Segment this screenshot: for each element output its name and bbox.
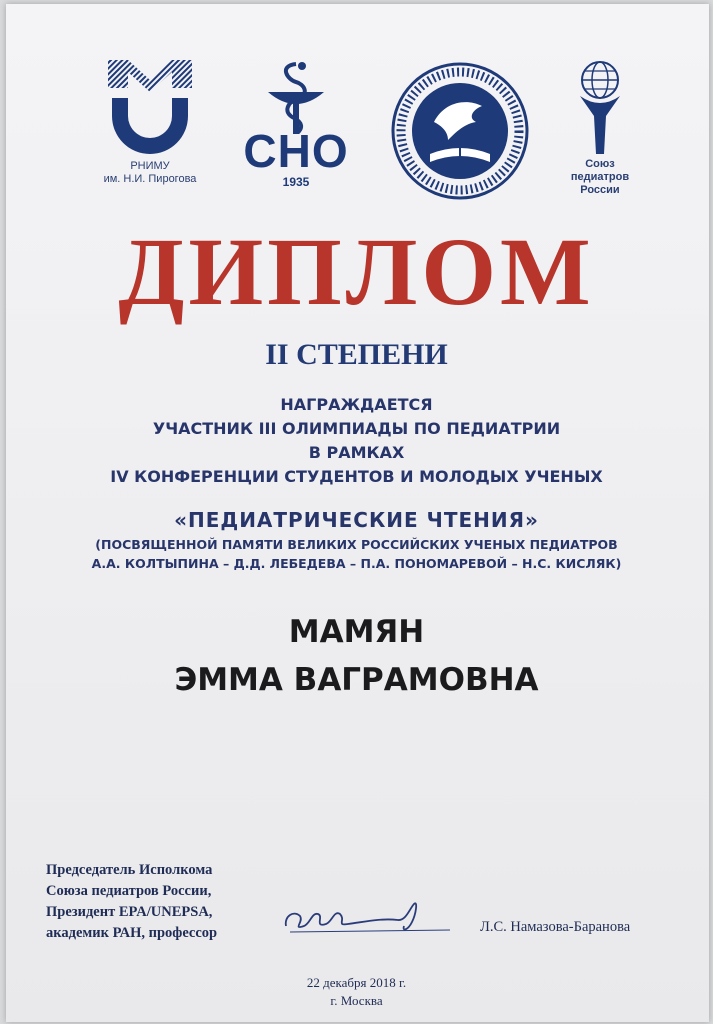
signatory-line-3: Президент EPA/UNEPSA, bbox=[46, 904, 213, 920]
dedication-line-1: (ПОСВЯЩЕННОЙ ПАМЯТИ ВЕЛИКИХ РОССИЙСКИХ УЧЕНЫХ ПЕДИАТРОВ bbox=[95, 537, 618, 552]
participant-line: УЧАСТНИК III ОЛИМПИАДЫ ПО ПЕДИАТРИИ bbox=[152, 419, 561, 438]
globe-figure-icon bbox=[576, 60, 624, 156]
bowl-of-hygieia-icon bbox=[258, 58, 334, 134]
recipient-surname: МАМЯН bbox=[288, 614, 425, 650]
signatory-title bbox=[46, 860, 217, 944]
diploma-degree: II СТЕПЕНИ bbox=[265, 338, 448, 371]
conference-title: «ПЕДИАТРИЧЕСКИЕ ЧТЕНИЯ» bbox=[174, 508, 539, 532]
issue-city: г. Москва bbox=[330, 993, 383, 1008]
sno-year: 1935 bbox=[282, 175, 310, 189]
signatory-line-2: Союза педиатров России, bbox=[46, 883, 212, 899]
within-line: В РАМКАХ bbox=[308, 443, 405, 462]
rnimu-logo-icon bbox=[106, 58, 194, 156]
union-logo-caption bbox=[560, 158, 640, 197]
signatory-line-4: академик РАН, профессор bbox=[46, 925, 218, 941]
diploma-title: ДИПЛОМ bbox=[118, 218, 595, 325]
dedication-line-2: А.А. КОЛТЫПИНА – Д.Д. ЛЕБЕДЕВА – П.А. ПОНОМАРЕВОЙ – Н.С. КИСЛЯК) bbox=[91, 556, 622, 571]
rnimu-logo-caption bbox=[86, 160, 214, 186]
sno-abbr: СНО bbox=[243, 125, 349, 177]
dove-book-seal-icon bbox=[390, 62, 530, 200]
union-line2: педиатров bbox=[570, 171, 630, 183]
union-line1: Союз bbox=[585, 158, 615, 170]
conference-line: IV КОНФЕРЕНЦИИ СТУДЕНТОВ И МОЛОДЫХ УЧЕНЫХ bbox=[110, 467, 603, 486]
union-line3: России bbox=[580, 184, 620, 196]
signer-name: Л.С. Намазова-Баранова bbox=[480, 919, 631, 935]
awarded-line: НАГРАЖДАЕТСЯ bbox=[280, 395, 433, 414]
rnimu-name: РНИМУ bbox=[130, 160, 170, 172]
signatory-line-1: Председатель Исполкома bbox=[46, 862, 213, 878]
issue-date: 22 декабря 2018 г. bbox=[306, 975, 407, 990]
handwritten-signature bbox=[280, 896, 460, 944]
recipient-given-names: ЭММА ВАГРАМОВНА bbox=[174, 662, 539, 698]
rnimu-subtitle: им. Н.И. Пирогова bbox=[103, 173, 197, 185]
